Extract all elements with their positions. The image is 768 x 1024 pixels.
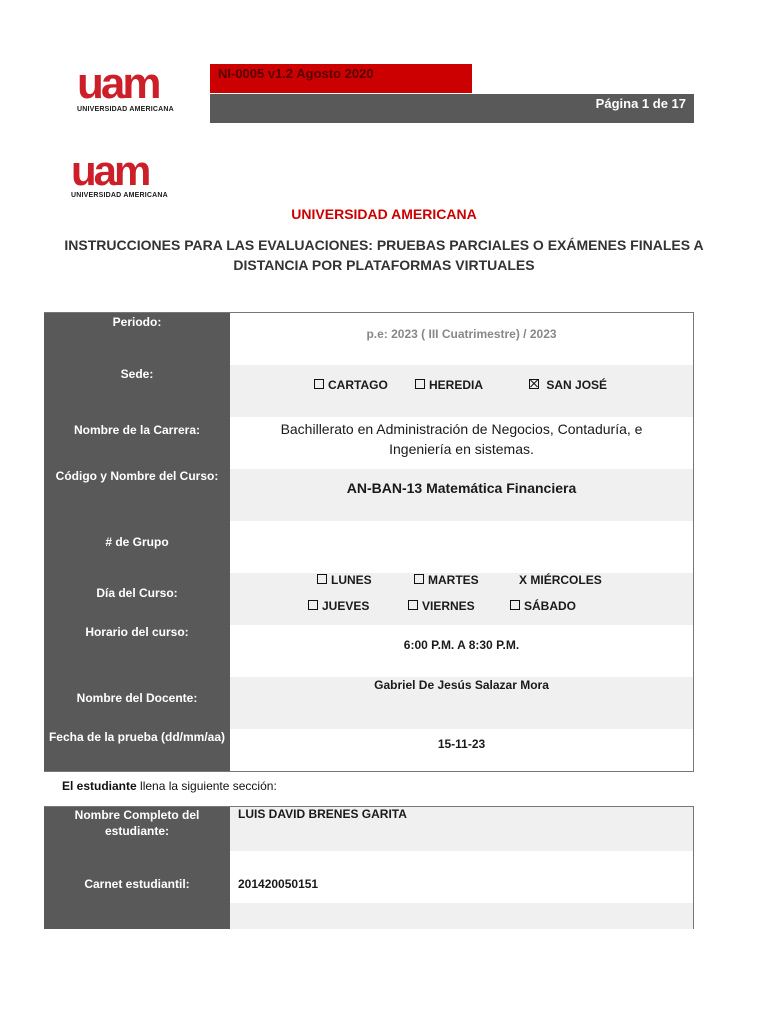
sede-option-heredia[interactable]: HEREDIA xyxy=(415,378,483,392)
label-periodo: Periodo: xyxy=(44,313,230,366)
day-option-sabado[interactable]: SÁBADO xyxy=(510,599,576,613)
sede-option-san-jose[interactable]: SAN JOSÉ xyxy=(529,378,607,392)
value-docente: Gabriel De Jesús Salazar Mora xyxy=(230,677,694,729)
instructions-title: INSTRUCCIONES PARA LAS EVALUACIONES: PRUEBAS PARCIALES O EXÁMENES FINALES A DISTANCIA POR PLATAFORMAS VIRTUALES xyxy=(64,237,704,273)
row-docente xyxy=(44,677,694,729)
logo-mark: uam xyxy=(71,147,149,194)
value-fecha: 15-11-23 xyxy=(230,729,694,772)
label-docente: Nombre del Docente: xyxy=(44,677,230,729)
label-carrera: Nombre de la Carrera: xyxy=(44,417,230,469)
uam-logo-main xyxy=(71,147,168,199)
label-empty xyxy=(44,903,230,929)
value-carrera: Bachillerato en Administración de Negocios, Contaduría, e Ingeniería en sistemas. xyxy=(230,417,694,469)
value-student-name[interactable]: LUIS DAVID BRENES GARITA xyxy=(230,807,694,852)
row-empty xyxy=(44,903,694,929)
row-fecha xyxy=(44,729,694,772)
value-sede xyxy=(230,365,694,417)
row-curso xyxy=(44,469,694,521)
row-sede xyxy=(44,365,694,417)
value-curso: AN-BAN-13 Matemática Financiera xyxy=(230,469,694,521)
student-note: El estudiante llena la siguiente sección: xyxy=(62,779,277,793)
label-grupo: # de Grupo xyxy=(44,521,230,573)
logo-name: UNIVERSIDAD AMERICANA xyxy=(71,192,168,199)
day-option-martes[interactable]: MARTES xyxy=(414,573,479,587)
checked-box-icon xyxy=(529,379,539,389)
student-info-table xyxy=(44,806,694,929)
row-dia xyxy=(44,573,694,625)
row-carrera xyxy=(44,417,694,469)
label-fecha: Fecha de la prueba (dd/mm/aa) xyxy=(44,729,230,772)
value-horario: 6:00 P.M. A 8:30 P.M. xyxy=(230,625,694,677)
row-horario xyxy=(44,625,694,677)
sede-option-cartago[interactable]: CARTAGO xyxy=(314,378,388,392)
label-carnet: Carnet estudiantil: xyxy=(44,851,230,903)
uam-logo-top xyxy=(77,59,174,113)
label-student-name: Nombre Completo del estudiante: xyxy=(44,807,230,852)
day-option-miercoles[interactable]: X MIÉRCOLES xyxy=(519,573,602,587)
label-dia: Día del Curso: xyxy=(44,573,230,625)
document-code-bar: NI-0005 v1.2 Agosto 2020 xyxy=(210,64,472,93)
label-horario: Horario del curso: xyxy=(44,625,230,677)
day-option-viernes[interactable]: VIERNES xyxy=(408,599,475,613)
logo-mark: uam xyxy=(77,59,159,108)
day-option-jueves[interactable]: JUEVES xyxy=(308,599,369,613)
logo-name: UNIVERSIDAD AMERICANA xyxy=(77,106,174,113)
row-carnet xyxy=(44,851,694,903)
row-grupo xyxy=(44,521,694,573)
value-empty[interactable] xyxy=(230,903,694,929)
row-student-name xyxy=(44,807,694,852)
day-option-lunes[interactable]: LUNES xyxy=(317,573,372,587)
label-sede: Sede: xyxy=(44,365,230,417)
label-curso: Código y Nombre del Curso: xyxy=(44,469,230,521)
page-number-bar: Página 1 de 17 xyxy=(210,94,694,123)
value-carnet[interactable]: 201420050151 xyxy=(230,851,694,903)
value-periodo: p.e: 2023 ( III Cuatrimestre) / 2023 xyxy=(230,313,694,366)
university-title: UNIVERSIDAD AMERICANA xyxy=(291,206,477,222)
row-periodo xyxy=(44,313,694,366)
course-info-table xyxy=(44,312,694,772)
value-grupo xyxy=(230,521,694,573)
value-dia xyxy=(230,573,694,625)
